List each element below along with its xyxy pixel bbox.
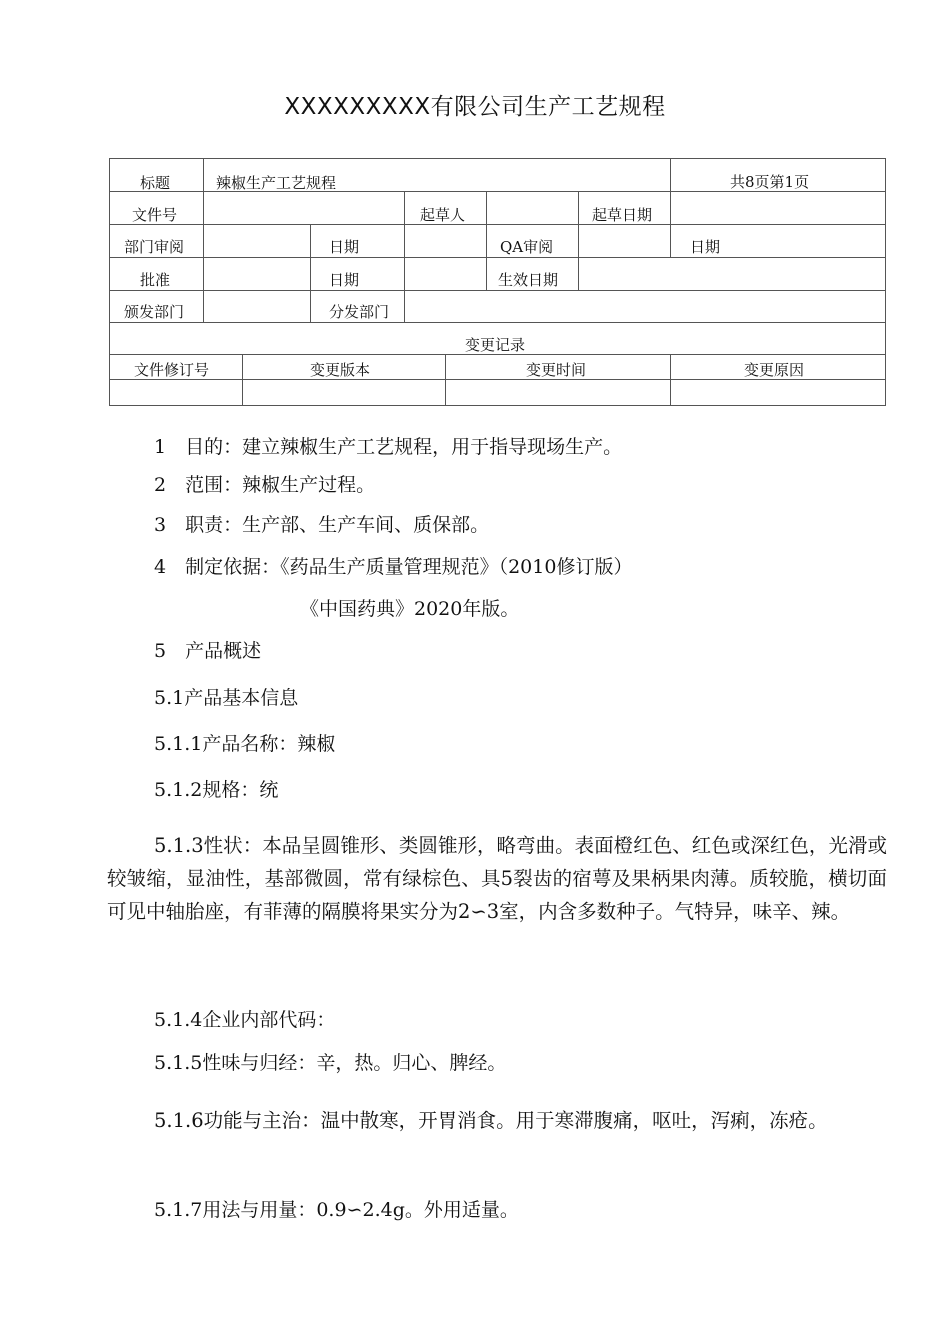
- table-col-divider: [203, 290, 204, 322]
- table-col-divider: [578, 191, 579, 224]
- effective-date-label: 生效日期: [498, 271, 559, 289]
- distribute-dept-label: 分发部门: [329, 303, 390, 321]
- date-label: 日期: [329, 271, 360, 289]
- title-value: 辣椒生产工艺规程: [216, 174, 337, 192]
- title-label: 标题: [140, 174, 171, 192]
- change-col-header: 变更原因: [744, 361, 805, 379]
- document-title: XXXXXXXXX有限公司生产工艺规程: [284, 94, 666, 120]
- section-basis: 4 制定依据：《药品生产质量管理规范》（2010修订版）: [154, 556, 633, 578]
- table-col-divider: [310, 257, 311, 290]
- section-responsibility: 3 职责：生产部、生产车间、质保部。: [154, 514, 490, 536]
- table-col-divider: [578, 257, 579, 290]
- table-row-divider: [109, 354, 886, 355]
- change-record-label: 变更记录: [465, 336, 526, 354]
- table-col-divider: [486, 257, 487, 290]
- doc-number-label: 文件号: [132, 206, 178, 224]
- usage-dosage: 5.1.7用法与用量：0.9∽2.4g。外用适量。: [154, 1199, 519, 1221]
- dept-review-label: 部门审阅: [124, 238, 185, 256]
- functions-indications: 5.1.6功能与主治：温中散寒，开胃消食。用于寒滞腹痛，呕吐，泻痢，冻疮。: [154, 1109, 828, 1132]
- change-col-header: 变更版本: [310, 361, 371, 379]
- table-col-divider: [203, 191, 204, 224]
- draft-date-label: 起草日期: [592, 206, 653, 224]
- table-col-divider: [404, 224, 405, 257]
- page-count: 共8页第1页: [730, 173, 810, 191]
- table-col-divider: [310, 224, 311, 257]
- table-col-divider: [310, 290, 311, 322]
- section-product-overview: 5 产品概述: [154, 640, 262, 662]
- table-row-divider: [109, 224, 886, 225]
- issue-dept-label: 颁发部门: [124, 303, 185, 321]
- product-spec: 5.1.2规格：统: [154, 779, 279, 801]
- change-col-header: 变更时间: [526, 361, 587, 379]
- table-col-divider: [486, 224, 487, 257]
- product-name: 5.1.1产品名称：辣椒: [154, 733, 336, 755]
- table-row-divider: [109, 290, 886, 291]
- table-row-divider: [109, 379, 886, 380]
- internal-code: 5.1.4企业内部代码：: [154, 1009, 336, 1031]
- table-col-divider: [404, 290, 405, 322]
- section-basis-cont: 《中国药典》2020年版。: [300, 598, 520, 620]
- table-col-divider: [242, 354, 243, 405]
- table-col-divider: [404, 257, 405, 290]
- date-label: 日期: [329, 238, 360, 256]
- approve-label: 批准: [140, 271, 171, 289]
- section-purpose: 1 目的：建立辣椒生产工艺规程，用于指导现场生产。: [154, 436, 623, 458]
- table-col-divider: [203, 158, 204, 191]
- qa-review-label: QA审阅: [500, 238, 554, 256]
- section-basic-info: 5.1产品基本信息: [154, 687, 299, 709]
- section-scope: 2 范围：辣椒生产过程。: [154, 474, 376, 496]
- change-col-header: 文件修订号: [134, 361, 210, 379]
- table-col-divider: [670, 354, 671, 405]
- table-row-divider: [109, 322, 886, 323]
- table-col-divider: [486, 191, 487, 224]
- date-label: 日期: [690, 238, 721, 256]
- table-col-divider: [203, 257, 204, 290]
- product-description: 5.1.3性状：本品呈圆锥形、类圆锥形，略弯曲。表面橙红色、红色或深红色，光滑或较皱缩，显油性，基部微圆，常有绿棕色、具5裂齿的宿萼及果柄果肉薄。质较脆，横切面可见中轴胎座，有菲薄的隔膜将果实分为2∽3室，内含多数种子。气特异，味辛、辣。: [107, 834, 887, 923]
- table-col-divider: [670, 224, 671, 257]
- table-col-divider: [670, 158, 671, 191]
- table-col-divider: [404, 191, 405, 224]
- table-col-divider: [203, 224, 204, 257]
- table-col-divider: [670, 191, 671, 224]
- table-border-top: [109, 158, 886, 159]
- table-row-divider: [109, 257, 886, 258]
- nature-meridian: 5.1.5性味与归经：辛，热。归心、脾经。: [154, 1052, 507, 1074]
- table-col-divider: [578, 224, 579, 257]
- drafter-label: 起草人: [420, 206, 466, 224]
- table-border-bottom: [109, 405, 886, 406]
- table-border-left: [109, 158, 110, 406]
- table-col-divider: [445, 354, 446, 405]
- table-border-right: [885, 158, 886, 406]
